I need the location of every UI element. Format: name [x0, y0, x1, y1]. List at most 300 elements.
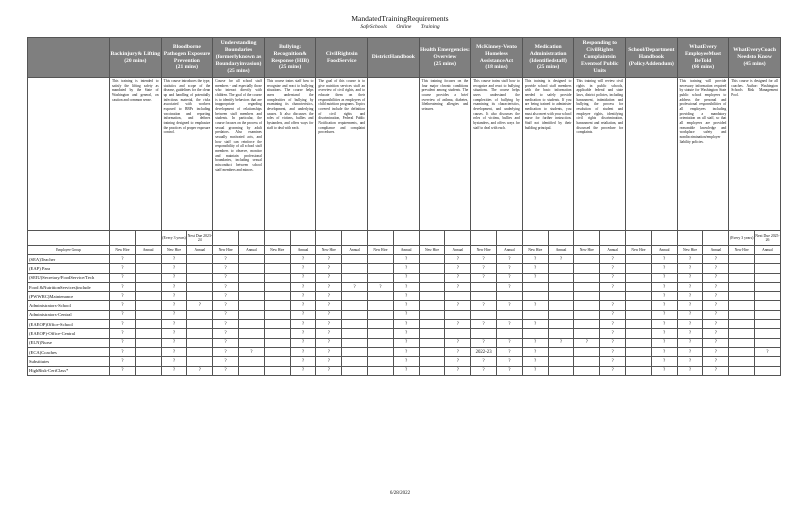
employee-group: HighRisk-CertClass* [28, 366, 110, 375]
schedule-cell: Next Due 2025-26 [755, 231, 781, 246]
course-header [316, 38, 368, 78]
requirement-cell: ? [651, 366, 677, 375]
requirement-cell [419, 310, 445, 319]
requirement-cell [626, 366, 652, 375]
annual-header: Annual [703, 246, 729, 255]
course-duration: (25 mins) [433, 60, 457, 67]
course-description [368, 78, 420, 231]
requirement-cell: ? [316, 282, 342, 291]
requirement-cell: ? [703, 301, 729, 310]
requirement-cell [574, 347, 600, 356]
requirement-cell: ? [161, 320, 187, 329]
requirement-cell [239, 301, 265, 310]
requirement-cell [187, 347, 213, 356]
requirement-cell [342, 347, 368, 356]
requirement-cell: ? [522, 255, 548, 264]
requirement-cell [626, 282, 652, 291]
requirement-cell: ? [471, 338, 497, 347]
schedule-cell [574, 231, 600, 246]
requirement-cell: ? [522, 273, 548, 282]
requirement-cell: ? [161, 273, 187, 282]
schedule-cell [239, 231, 265, 246]
schedule-cell [548, 231, 574, 246]
requirement-cell: ? [290, 273, 316, 282]
requirement-cell [755, 255, 781, 264]
requirement-cell [419, 347, 445, 356]
requirement-cell: ? [471, 273, 497, 282]
requirement-cell: ? [497, 301, 523, 310]
requirement-cell [239, 310, 265, 319]
course-header [213, 38, 265, 78]
requirement-cell [729, 264, 755, 273]
table-row [28, 255, 781, 264]
requirement-cell [419, 329, 445, 338]
requirement-cell: ? [677, 357, 703, 366]
requirement-cell: ? [600, 357, 626, 366]
schedule-cell [419, 231, 445, 246]
requirement-cell: ? [651, 292, 677, 301]
requirement-cell [548, 347, 574, 356]
requirement-cell: ? [600, 301, 626, 310]
requirement-cell [264, 273, 290, 282]
new-hire-header: New Hire [626, 246, 652, 255]
requirement-cell [264, 357, 290, 366]
requirement-cell: ? [600, 282, 626, 291]
requirement-cell [471, 310, 497, 319]
table-row [28, 366, 781, 375]
requirement-cell [755, 357, 781, 366]
requirement-cell [135, 264, 161, 273]
requirement-cell: ? [703, 320, 729, 329]
requirement-cell [342, 301, 368, 310]
course-header [677, 38, 729, 78]
requirement-cell [729, 292, 755, 301]
requirement-cell [626, 338, 652, 347]
requirement-cell: ? [651, 301, 677, 310]
requirement-cell: ? [110, 282, 136, 291]
requirement-cell [419, 255, 445, 264]
requirement-cell [419, 338, 445, 347]
requirement-cell: ? [290, 329, 316, 338]
requirement-cell [342, 273, 368, 282]
requirement-cell: 2022-23 [471, 347, 497, 356]
course-duration: (25 mins) [279, 64, 302, 71]
requirement-cell: ? [316, 301, 342, 310]
new-hire-header: New Hire [574, 246, 600, 255]
requirement-cell: ? [316, 264, 342, 273]
annual-header: Annual [342, 246, 368, 255]
new-hire-header: New Hire [316, 246, 342, 255]
requirement-cell [548, 264, 574, 273]
schedule-cell [393, 231, 419, 246]
requirement-cell: ? [316, 329, 342, 338]
course-description: This training focuses on the four major chronic conditions prevalent among students. The course provides a brief overview of asthma, diabetes, lifethreatening allergies and seizures. [419, 78, 471, 231]
requirement-cell [548, 310, 574, 319]
requirement-cell [729, 338, 755, 347]
requirement-cell: ? [290, 338, 316, 347]
course-header [471, 38, 523, 78]
requirement-cell [135, 273, 161, 282]
requirement-cell: ? [471, 357, 497, 366]
annual-header: Annual [187, 246, 213, 255]
requirement-cell [135, 292, 161, 301]
schedule-cell [135, 231, 161, 246]
course-header [368, 38, 420, 78]
course-name: WhatEvery EmployeeMust BeTold [684, 43, 721, 64]
requirement-cell [368, 255, 394, 264]
course-duration: (20 mins) [124, 57, 147, 64]
course-header-row [28, 38, 781, 78]
requirement-cell: ? [187, 366, 213, 375]
course-duration: (66 mins) [691, 64, 715, 71]
requirement-cell: ? [316, 255, 342, 264]
course-description: This training is designed to provide school staff members with the basic information needed to safely provide medication to students. If you are being trained to administer medication to students, you must also meet with your school nurse for further instruction. Staff not identified by their building principal. [522, 78, 574, 231]
requirement-cell: ? [393, 320, 419, 329]
requirement-cell [239, 329, 265, 338]
requirement-cell: ? [703, 282, 729, 291]
course-name: School/Department Handbook (PolicyAddendum) [628, 47, 675, 67]
requirement-cell: ? [161, 255, 187, 264]
course-description [626, 78, 678, 231]
schedule-cell [368, 231, 394, 246]
requirement-cell [368, 273, 394, 282]
schedule-cell: (Every 3 years) [729, 231, 755, 246]
requirement-cell: ? [213, 347, 239, 356]
requirement-cell: ? [445, 347, 471, 356]
requirement-cell: ? [213, 320, 239, 329]
requirement-cell [419, 264, 445, 273]
requirement-cell [729, 282, 755, 291]
requirement-cell: ? [342, 282, 368, 291]
annual-header: Annual [548, 246, 574, 255]
requirement-cell: ? [290, 320, 316, 329]
requirement-cell: ? [703, 357, 729, 366]
requirement-cell: ? [161, 282, 187, 291]
requirement-cell: ? [497, 338, 523, 347]
requirement-cell: ? [393, 347, 419, 356]
employee-group: (EAEOP)Office-School [28, 320, 110, 329]
course-duration: (45 mins) [743, 60, 766, 67]
requirement-cell [264, 292, 290, 301]
requirement-cell: ? [600, 273, 626, 282]
course-name: Understanding Boundaries (formerlyknown as Boundaryinvasion) [215, 40, 262, 67]
requirement-cell: ? [471, 320, 497, 329]
requirement-cell [239, 320, 265, 329]
requirement-cell [368, 264, 394, 273]
course-name: WhatEveryCoach Needsto Know [733, 47, 776, 60]
requirement-cell: ? [213, 282, 239, 291]
requirement-cell: ? [471, 255, 497, 264]
requirement-cell [574, 292, 600, 301]
requirement-cell: ? [393, 282, 419, 291]
annual-header: Annual [135, 246, 161, 255]
description-row [28, 78, 781, 231]
requirement-cell [419, 357, 445, 366]
requirement-cell [368, 292, 394, 301]
course-header [574, 38, 626, 78]
requirement-cell: ? [445, 301, 471, 310]
requirement-cell [187, 357, 213, 366]
requirement-cell: ? [161, 264, 187, 273]
requirement-cell: ? [703, 366, 729, 375]
annual-header: Annual [600, 246, 626, 255]
requirement-cell: ? [522, 347, 548, 356]
requirement-cell: ? [522, 366, 548, 375]
requirement-cell [264, 301, 290, 310]
requirement-cell [729, 366, 755, 375]
course-description: This training will provide necessary information required by statute for Washington State public school employees to address the personal and professional responsibilities of all employees including providing a mandatory orientation on all staff, so that all employees are provided reasonable knowledge and workplace safety and nondiscrimination/employer liability policies. [677, 78, 729, 231]
course-description: This course trains staff how to recognize and react to bullying situations. The course helps users understand the complexities of bullying by examining its characteristics, development, and underlying causes. It also discusses the roles of victims, bullies and bystanders, and offers ways for staff to deal with each. [471, 78, 523, 231]
subheader-row [28, 246, 781, 255]
requirement-cell [135, 301, 161, 310]
course-description: This course trains staff how to recognize and react to bullying situations. The course helps users understand the complexities of bullying by examining its characteristics, development, and underlying causes. It also discusses the roles of victims, bullies and bystanders, and offers ways for staff to deal with each. [264, 78, 316, 231]
course-description: This training will review civil rights in public schools, applicable federal and state laws, district policies, including harassment, intimidation and bullying, the process for resolution of student and employee rights, identifying civil rights discrimination, harassment and retaliation, and discussed the procedure for complaints. [574, 78, 626, 231]
header-corner [28, 38, 110, 78]
requirement-cell: ? [213, 301, 239, 310]
requirement-cell: ? [110, 273, 136, 282]
requirement-cell [522, 310, 548, 319]
requirement-cell: ? [703, 347, 729, 356]
employee-group: (ECA)Coaches [28, 347, 110, 356]
requirement-cell [445, 310, 471, 319]
requirement-cell: ? [316, 273, 342, 282]
requirement-cell [135, 357, 161, 366]
requirement-cell [548, 357, 574, 366]
requirement-cell [368, 366, 394, 375]
employee-group: Administrators-School [28, 301, 110, 310]
requirement-cell [368, 338, 394, 347]
requirement-cell [187, 273, 213, 282]
requirement-cell [755, 301, 781, 310]
requirement-cell: ? [213, 329, 239, 338]
course-name: Medication Administration (Identifiedstaff) [529, 43, 567, 64]
requirement-cell [574, 320, 600, 329]
requirement-cell [419, 292, 445, 301]
course-header [729, 38, 781, 78]
employee-group: Administrators-Central [28, 310, 110, 319]
employee-group: Substitutes [28, 357, 110, 366]
requirement-cell [342, 310, 368, 319]
course-header [626, 38, 678, 78]
requirement-cell: ? [471, 264, 497, 273]
course-name: McKinney-Vento Homeless AssistanceAct [476, 43, 517, 64]
course-name: Bullying: Recognition& Response (HIB) [271, 43, 309, 64]
requirement-cell: ? [316, 338, 342, 347]
requirement-cell: ? [600, 347, 626, 356]
table-row [28, 310, 781, 319]
requirement-cell [729, 301, 755, 310]
requirement-cell [626, 264, 652, 273]
requirement-cell: ? [161, 310, 187, 319]
schedule-cell [445, 231, 471, 246]
requirement-cell [574, 282, 600, 291]
requirement-cell [264, 320, 290, 329]
table-row [28, 347, 781, 356]
document-title: MandatedTrainingRequirements [351, 14, 449, 23]
requirement-cell: ? [574, 338, 600, 347]
requirement-cell: ? [393, 310, 419, 319]
requirement-cell [626, 292, 652, 301]
requirement-cell: ? [677, 329, 703, 338]
requirement-cell [445, 292, 471, 301]
requirement-cell [626, 273, 652, 282]
table-row [28, 329, 781, 338]
annual-header: Annual [239, 246, 265, 255]
requirement-cell: ? [213, 255, 239, 264]
requirement-cell [626, 320, 652, 329]
new-hire-header: New Hire [419, 246, 445, 255]
requirement-cell [419, 282, 445, 291]
annual-header: Annual [497, 246, 523, 255]
course-description: This training is intended to satisfy the lifting safety as mandated by the State of Washington and general, on caution and common sense. [110, 78, 162, 231]
requirement-cell: ? [110, 310, 136, 319]
schedule-cell [677, 231, 703, 246]
requirement-cell [187, 264, 213, 273]
course-duration: (18 mins) [485, 64, 508, 71]
requirement-cell: ? [290, 301, 316, 310]
requirement-cell [729, 357, 755, 366]
requirement-cell [264, 264, 290, 273]
course-description: This course is designed for all coaches. Author: Washington Schools Risk Management Pool. [729, 78, 781, 231]
requirement-cell [574, 310, 600, 319]
requirement-cell: ? [445, 366, 471, 375]
requirement-cell [729, 255, 755, 264]
requirement-cell [187, 310, 213, 319]
employee-group: (EAP) Para [28, 264, 110, 273]
employee-group: (PWWRC)Maintenance [28, 292, 110, 301]
requirement-cell: ? [497, 273, 523, 282]
requirement-cell: ? [651, 320, 677, 329]
new-hire-header: New Hire [213, 246, 239, 255]
requirement-cell: ? [213, 357, 239, 366]
requirement-cell [135, 310, 161, 319]
requirement-cell [135, 338, 161, 347]
table-row [28, 301, 781, 310]
requirement-cell: ? [393, 338, 419, 347]
requirement-cell: ? [600, 264, 626, 273]
employee-group: (SEA)Teacher [28, 255, 110, 264]
requirement-cell [574, 301, 600, 310]
schedule-cell [651, 231, 677, 246]
schedule-cell: (Every 3 years) [161, 231, 187, 246]
requirement-cell: ? [703, 273, 729, 282]
requirement-cell: ? [110, 320, 136, 329]
requirement-cell [626, 255, 652, 264]
requirement-cell: ? [548, 338, 574, 347]
table-row [28, 282, 781, 291]
requirement-cell [187, 320, 213, 329]
new-hire-header: New Hire [522, 246, 548, 255]
schedule-cell [213, 231, 239, 246]
requirement-cell [368, 310, 394, 319]
requirement-cell [264, 347, 290, 356]
requirement-cell: ? [290, 282, 316, 291]
requirement-cell [626, 301, 652, 310]
requirement-cell [548, 301, 574, 310]
schedule-cell [342, 231, 368, 246]
schedule-cell [28, 231, 110, 246]
requirement-cell [135, 282, 161, 291]
requirement-cell: ? [110, 255, 136, 264]
requirement-cell: ? [522, 357, 548, 366]
requirement-cell [626, 347, 652, 356]
course-header [419, 38, 471, 78]
requirement-cell: ? [290, 347, 316, 356]
new-hire-header: New Hire [368, 246, 394, 255]
schedule-cell [471, 231, 497, 246]
schedule-cell [626, 231, 652, 246]
requirement-cell [574, 357, 600, 366]
annual-header: Annual [755, 246, 781, 255]
requirement-cell [419, 301, 445, 310]
annual-header: Annual [445, 246, 471, 255]
requirement-cell: ? [110, 347, 136, 356]
training-matrix-table [27, 37, 781, 376]
schedule-row [28, 231, 781, 246]
course-header [264, 38, 316, 78]
requirement-cell [471, 282, 497, 291]
requirement-cell: ? [651, 347, 677, 356]
requirement-cell: ? [703, 255, 729, 264]
requirement-cell: ? [110, 357, 136, 366]
course-header [110, 38, 162, 78]
requirement-cell: ? [316, 366, 342, 375]
requirement-cell: ? [677, 282, 703, 291]
requirement-cell [342, 338, 368, 347]
requirement-cell: ? [161, 338, 187, 347]
new-hire-header: New Hire [110, 246, 136, 255]
requirement-cell [342, 329, 368, 338]
requirement-cell [574, 366, 600, 375]
requirement-cell [135, 366, 161, 375]
requirement-cell: ? [497, 282, 523, 291]
requirement-cell: ? [110, 329, 136, 338]
requirement-cell [239, 282, 265, 291]
requirement-cell [342, 366, 368, 375]
requirement-cell [342, 264, 368, 273]
requirement-cell: ? [471, 366, 497, 375]
requirement-cell [239, 338, 265, 347]
requirement-cell [755, 273, 781, 282]
requirement-cell [445, 329, 471, 338]
requirement-cell: ? [703, 338, 729, 347]
requirement-cell [342, 320, 368, 329]
requirement-cell [264, 366, 290, 375]
requirement-cell [755, 366, 781, 375]
requirement-cell [135, 329, 161, 338]
requirement-cell: ? [213, 264, 239, 273]
requirement-cell: ? [110, 264, 136, 273]
requirement-cell [755, 264, 781, 273]
requirement-cell: ? [445, 357, 471, 366]
requirement-cell: ? [651, 273, 677, 282]
requirement-cell: ? [393, 366, 419, 375]
requirement-cell [755, 310, 781, 319]
subtitle-part: Online [396, 24, 412, 30]
subtitle-part: SafeSchools [360, 24, 387, 30]
requirement-cell [729, 310, 755, 319]
requirement-cell: ? [600, 366, 626, 375]
requirement-cell: ? [393, 357, 419, 366]
table-row [28, 320, 781, 329]
requirement-cell: ? [471, 301, 497, 310]
requirement-cell [239, 357, 265, 366]
course-description: The goal of this course is to give nutrition services staff an overview of civil rights, and to educate them on their responsibilities as employees of child nutrition programs. Topics covered include the definition of civil rights and discrimination, Federal Public Notification requirements, and compliance and complaint procedures. [316, 78, 368, 231]
requirement-cell [626, 357, 652, 366]
course-name: Responding to CivilRights Complaintsin Eventsof Public Units [581, 40, 619, 74]
requirement-cell: ? [316, 292, 342, 301]
requirement-cell [419, 273, 445, 282]
